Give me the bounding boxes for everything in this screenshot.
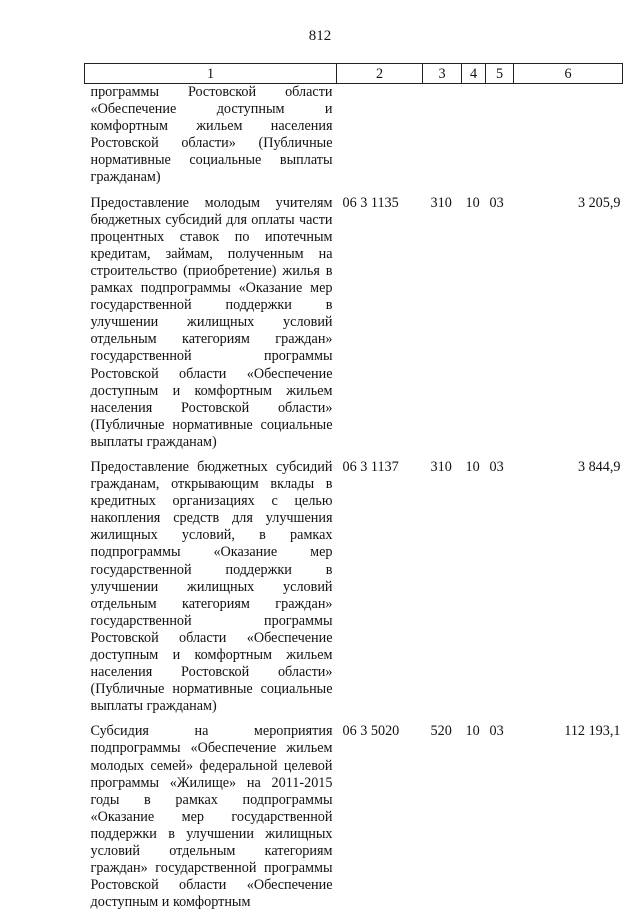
row-target-article: 06 3 1137 <box>337 459 423 723</box>
budget-table <box>84 63 623 919</box>
table-row <box>85 195 623 459</box>
header-col-1: 1 <box>85 64 337 84</box>
row-expense-type: 520 <box>423 723 462 919</box>
table-row <box>85 723 623 919</box>
row-subsection: 03 <box>486 195 514 459</box>
row-amount <box>514 84 623 195</box>
row-amount: 112 193,1 <box>514 723 623 919</box>
header-col-6: 6 <box>514 64 623 84</box>
row-section: 10 <box>462 459 486 723</box>
table-row <box>85 459 623 723</box>
row-description: Предоставление бюджетных субсидий гражданам, открывающим вклады в кредитных организациях с целью накопления средств для улучшения жилищных условий, в рамках подпрограммы «Оказание мер государственной поддержки в улучшении жилищных условий отдельным категориям граждан» государственной программы Ростовской области «Обеспечение доступным и комфортным жильем населения Ростовской области» (Публичные нормативные социальные выплаты гражданам) <box>85 459 337 723</box>
row-amount: 3 205,9 <box>514 195 623 459</box>
table-body <box>85 84 623 919</box>
header-col-2: 2 <box>337 64 423 84</box>
row-target-article <box>337 84 423 195</box>
row-target-article: 06 3 5020 <box>337 723 423 919</box>
row-description: программы Ростовской области «Обеспечение доступным и комфортным жильем населения Ростовской области» (Публичные нормативные социальные выплаты гражданам) <box>85 84 337 195</box>
page-number: 812 <box>0 28 640 45</box>
row-amount: 3 844,9 <box>514 459 623 723</box>
row-subsection: 03 <box>486 723 514 919</box>
table-row <box>85 84 623 195</box>
header-col-3: 3 <box>423 64 462 84</box>
row-target-article: 06 3 1135 <box>337 195 423 459</box>
row-subsection: 03 <box>486 459 514 723</box>
row-expense-type: 310 <box>423 195 462 459</box>
row-section: 10 <box>462 195 486 459</box>
row-section <box>462 84 486 195</box>
row-subsection <box>486 84 514 195</box>
row-section: 10 <box>462 723 486 919</box>
table-header <box>85 64 623 84</box>
header-row <box>85 64 623 84</box>
row-expense-type <box>423 84 462 195</box>
header-col-4: 4 <box>462 64 486 84</box>
row-description: Субсидия на мероприятия подпрограммы «Обеспечение жильем молодых семей» федеральной целевой программы «Жилище» на 2011-2015 годы в рамках подпрограммы «Оказание мер государственной поддержки в улучшении жилищных условий отдельным категориям граждан» государственной программы Ростовской области «Обеспечение доступным и комфортным <box>85 723 337 919</box>
row-description: Предоставление молодым учителям бюджетных субсидий для оплаты части процентных ставок по ипотечным кредитам, займам, полученным на строительство (приобретение) жилья в рамках подпрограммы «Оказание мер государственной поддержки в улучшении жилищных условий отдельным категориям граждан» государственной программы Ростовской области «Обеспечение доступным и комфортным жильем населения Ростовской области» (Публичные нормативные социальные выплаты гражданам) <box>85 195 337 459</box>
header-col-5: 5 <box>486 64 514 84</box>
row-expense-type: 310 <box>423 459 462 723</box>
